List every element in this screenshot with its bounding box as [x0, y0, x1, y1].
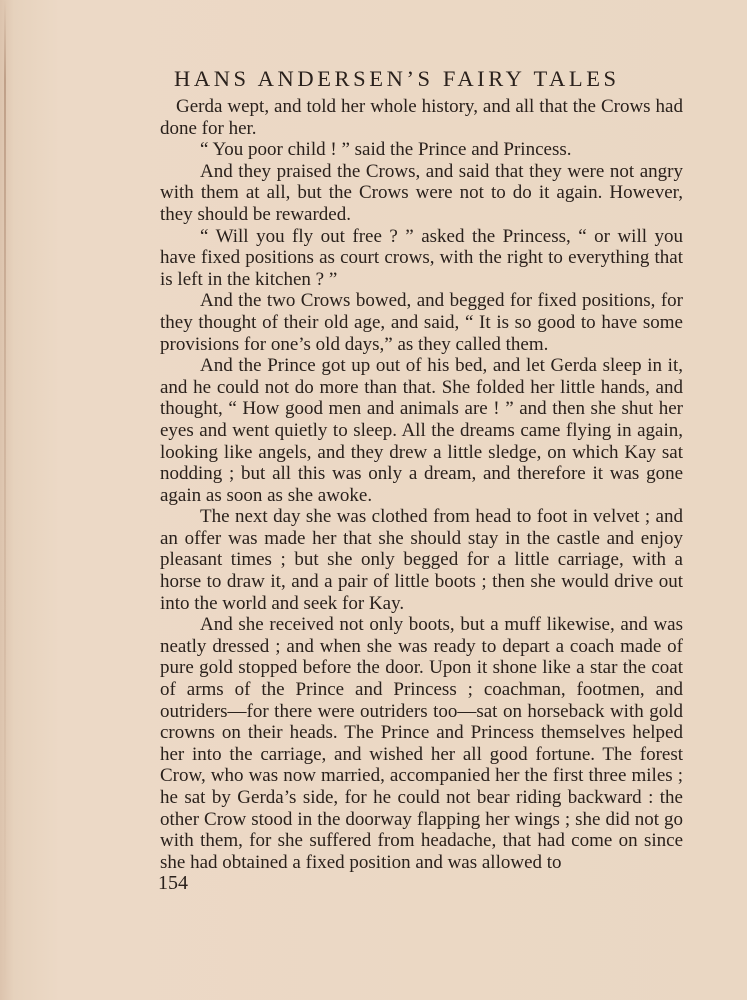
paragraph: The next day she was clothed from head to foot in velvet ; and an offer was made her that she should stay in the castle and enjoy pleasant times ; but she only begged for a little carriage, with a horse to draw it, and a pair of little boots ; then she would drive out into the world and seek for Kay. — [160, 506, 683, 614]
running-header: HANS ANDERSEN’S FAIRY TALES — [174, 66, 620, 91]
paragraph: And she received not only boots, but a muff likewise, and was neatly dressed ; and when she was ready to depart a coach made of pure gold stopped before the door. Upon it shone like a star the coat of arms of the Prince and Princess ; coachman, footmen, and outriders—for there were outriders too—sat on horseback with gold crowns on their heads. The Prince and Princess themselves helped her into the carriage, and wished her all good fortune. The forest Crow, who was now married, accompanied her the first three miles ; he sat by Gerda’s side, for he could not bear riding backward : the other Crow stood in the doorway flapping her wings ; she did not go with them, for she suffered from headache, that had come on since she had obtained a fixed position and was allowed to — [160, 614, 683, 873]
paragraph: And the two Crows bowed, and begged for fixed positions, for they thought of their old age, and said, “ It is so good to have some provisions for one’s old days,” as they called them. — [160, 290, 683, 355]
body-text — [160, 96, 683, 873]
paragraph: “ Will you fly out free ? ” asked the Princess, “ or will you have fixed positions as court crows, with the right to everything that is left in the kitchen ? ” — [160, 225, 683, 290]
paragraph: “ You poor child ! ” said the Prince and Princess. — [200, 139, 572, 161]
paragraph: Gerda wept, and told her whole history, and all that the Crows had done for her. — [160, 96, 683, 139]
paragraph: And they praised the Crows, and said that they were not angry with them at all, but the Crows were not to do it again. However, they should be rewarded. — [160, 160, 683, 225]
paragraph: And the Prince got up out of his bed, and let Gerda sleep in it, and he could not do more than that. She folded her little hands, and thought, “ How good men and animals are ! ” and then she shut her eyes and went quietly to sleep. All the dreams came flying in again, looking like angels, and they drew a little sledge, on which Kay sat nodding ; but all this was only a dream, and therefore it was gone again as soon as she awoke. — [160, 355, 683, 506]
page-number: 154 — [158, 872, 188, 894]
page-gutter — [4, 0, 6, 1000]
